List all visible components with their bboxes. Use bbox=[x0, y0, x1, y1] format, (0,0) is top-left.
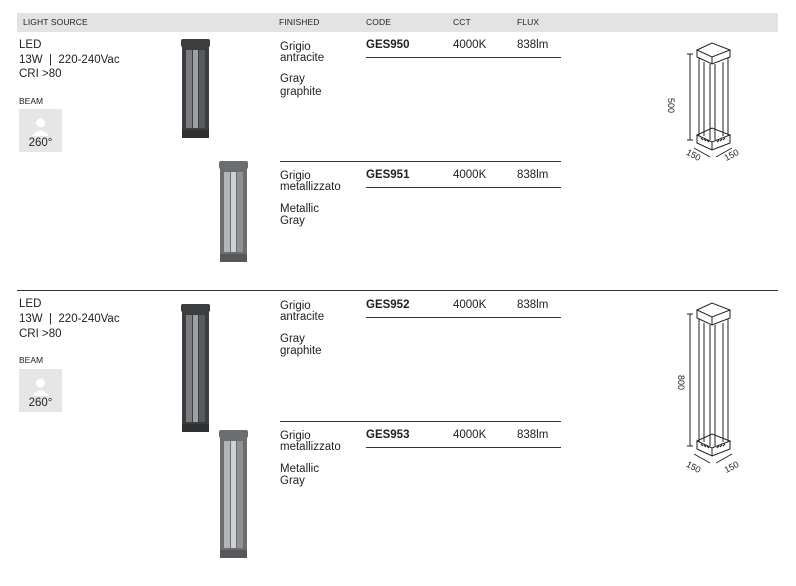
finish-it-line2: metallizzato bbox=[280, 181, 341, 193]
finish-en-line2: Gray bbox=[280, 475, 305, 487]
row-divider bbox=[280, 421, 561, 422]
header-finished: FINISHED bbox=[279, 17, 320, 27]
section-divider bbox=[17, 290, 778, 291]
finish-en-line1: Gray bbox=[280, 73, 305, 85]
depth-dimension: 150 bbox=[722, 147, 741, 163]
beam-angle: 260° bbox=[28, 397, 53, 409]
cct-value: 4000K bbox=[453, 39, 487, 51]
finish-en-line1: Metallic bbox=[280, 203, 319, 215]
product-code: GES951 bbox=[366, 169, 410, 181]
bollard-metallic-image bbox=[218, 160, 250, 264]
product-code: GES950 bbox=[366, 39, 410, 51]
beam-angle: 260° bbox=[28, 137, 53, 149]
finish-it-line1: Grigio bbox=[280, 170, 311, 182]
width-dimension: 150 bbox=[684, 147, 703, 163]
finish-it-line1: Grigio bbox=[280, 300, 311, 312]
cct-value: 4000K bbox=[453, 299, 487, 311]
table-header bbox=[17, 13, 778, 32]
bollard-anthracite-image bbox=[180, 303, 212, 433]
finish-en-line2: graphite bbox=[280, 86, 322, 98]
source-cri: CRI >80 bbox=[19, 328, 62, 340]
beam-icon-box bbox=[19, 109, 62, 152]
source-power: 13W | 220-240Vac bbox=[19, 54, 120, 66]
finish-it-line2: metallizzato bbox=[280, 441, 341, 453]
finish-it-line2: antracite bbox=[280, 311, 325, 323]
row-divider bbox=[366, 447, 561, 448]
source-type: LED bbox=[19, 298, 42, 310]
width-dimension: 150 bbox=[684, 459, 703, 475]
row-divider bbox=[366, 57, 561, 58]
beam-label: BEAM bbox=[19, 355, 44, 365]
finish-en-line1: Metallic bbox=[280, 463, 319, 475]
source-type: LED bbox=[19, 39, 42, 51]
header-flux: FLUX bbox=[517, 17, 540, 27]
flux-value: 838lm bbox=[517, 299, 549, 311]
header-light-source: LIGHT SOURCE bbox=[23, 17, 88, 27]
flux-value: 838lm bbox=[517, 169, 549, 181]
depth-dimension: 150 bbox=[722, 459, 741, 475]
finish-it-line1: Grigio bbox=[280, 430, 311, 442]
header-code: CODE bbox=[366, 17, 391, 27]
flux-value: 838lm bbox=[517, 429, 549, 441]
cct-value: 4000K bbox=[453, 169, 487, 181]
finish-it-line2: antracite bbox=[280, 52, 325, 64]
source-power: 13W | 220-240Vac bbox=[19, 313, 120, 325]
beam-icon-box bbox=[19, 369, 62, 412]
source-cri: CRI >80 bbox=[19, 68, 62, 80]
cct-value: 4000K bbox=[453, 429, 487, 441]
row-divider bbox=[366, 187, 561, 188]
row-divider bbox=[366, 317, 561, 318]
dimension-drawing bbox=[670, 300, 790, 480]
flux-value: 838lm bbox=[517, 39, 549, 51]
height-dimension: 800 bbox=[676, 375, 686, 391]
header-cct: CCT bbox=[453, 17, 471, 27]
beam-label: BEAM bbox=[19, 96, 44, 106]
finish-en-line2: graphite bbox=[280, 345, 322, 357]
row-divider bbox=[280, 161, 561, 162]
product-code: GES952 bbox=[366, 299, 410, 311]
product-code: GES953 bbox=[366, 429, 410, 441]
bollard-anthracite-image bbox=[180, 38, 212, 140]
finish-en-line2: Gray bbox=[280, 215, 305, 227]
bollard-metallic-image bbox=[218, 429, 250, 559]
height-dimension: 500 bbox=[666, 98, 676, 114]
finish-it-line1: Grigio bbox=[280, 41, 311, 53]
finish-en-line1: Gray bbox=[280, 333, 305, 345]
